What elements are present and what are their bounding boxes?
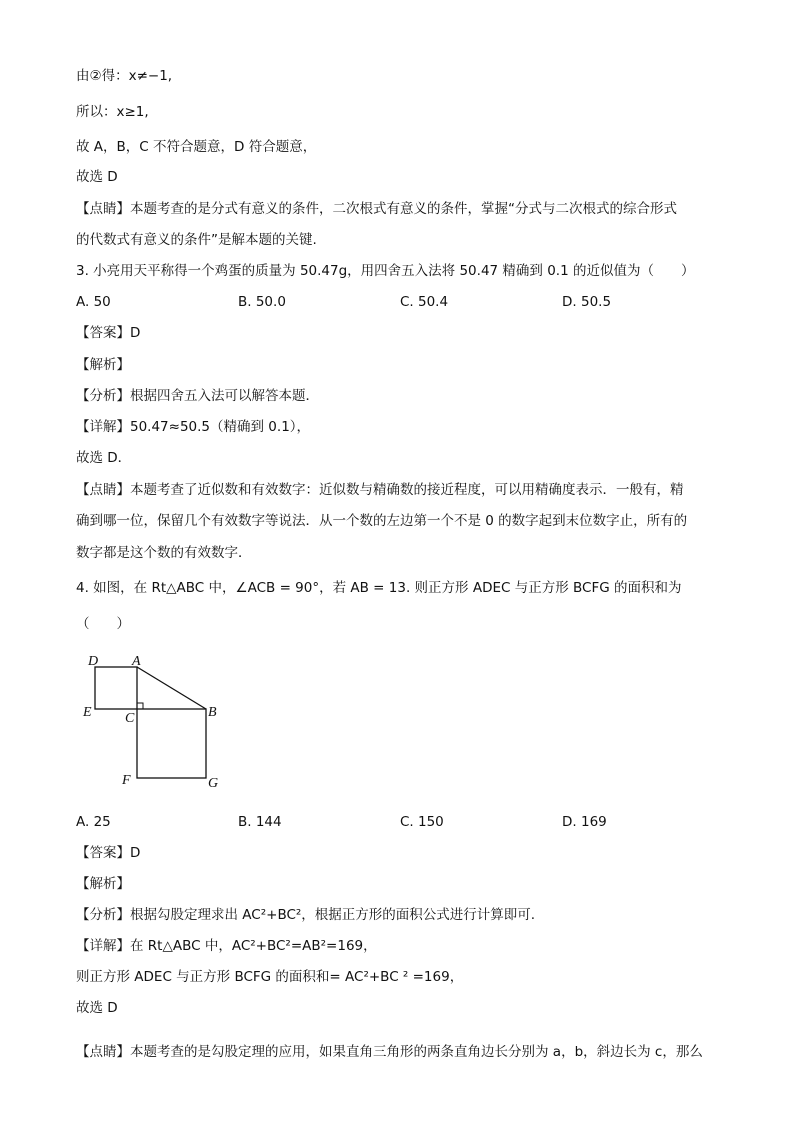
label-d: D (88, 654, 99, 669)
hypotenuse-ab (137, 667, 206, 709)
q4-option-b: B. 144 (238, 814, 282, 830)
text-line: 所以：x≥1, (76, 104, 149, 120)
right-angle-mark (137, 703, 143, 709)
q3-option-b: B. 50.0 (238, 294, 286, 310)
label-f: F (122, 773, 131, 788)
analysis-label: 【解析】 (76, 357, 130, 373)
text-line: 【分析】根据勾股定理求出 AC²+BC²，根据正方形的面积公式进行计算即可. (76, 907, 536, 923)
q3-option-d: D. 50.5 (562, 294, 612, 310)
square-bcfg (137, 709, 206, 778)
text-line: 【分析】根据四舍五入法可以解答本题． (76, 388, 319, 404)
text-line: 故 A，B，C 不符合题意，D 符合题意， (76, 139, 317, 155)
text-line: 故选 D (76, 169, 118, 185)
question-4-stem: 4. 如图，在 Rt△ABC 中，∠ACB = 90°，若 AB = 13. 则正方形 ADEC 与正方形 BCFG 的面积和为 (76, 580, 682, 596)
text-line: 由②得：x≠−1, (76, 68, 173, 84)
label-g: G (208, 776, 219, 791)
square-adec (95, 667, 137, 709)
commentary-line: 数字都是这个数的有效数字． (76, 545, 252, 561)
label-b: B (208, 705, 217, 720)
label-c: C (125, 711, 135, 726)
label-a: A (132, 654, 141, 669)
text-line: 【详解】50.47≈50.5（精确到 0.1）， (76, 419, 311, 435)
geometry-figure (80, 648, 230, 793)
q4-option-a: A. 25 (76, 814, 111, 830)
analysis-label: 【解析】 (76, 876, 130, 892)
commentary-line: 确到哪一位，保留几个有效数字等说法．从一个数的左边第一个不是 0 的数字起到末位数字止，所有的 (76, 513, 688, 529)
text-line: 则正方形 ADEC 与正方形 BCFG 的面积和= AC²+BC ² =169， (76, 969, 464, 985)
answer-label: 【答案】D (76, 325, 141, 341)
commentary-line: 的代数式有意义的条件”是解本题的关键. (76, 232, 317, 248)
q4-option-d: D. 169 (562, 814, 607, 830)
q3-option-a: A. 50 (76, 294, 111, 310)
commentary-line: 【点睛】本题考查了近似数和有效数字：近似数与精确数的接近程度，可以用精确度表示．一般有，精 (76, 482, 684, 498)
text-line: 故选 D (76, 1000, 118, 1016)
text-line: 【详解】在 Rt△ABC 中，AC²+BC²=AB²=169， (76, 938, 377, 954)
q4-option-c: C. 150 (400, 814, 444, 830)
commentary-line: 【点睛】本题考查的是分式有意义的条件，二次根式有意义的条件，掌握“分式与二次根式的综合形式 (76, 201, 677, 217)
question-3-stem: 3. 小亮用天平称得一个鸡蛋的质量为 50.47g，用四舍五入法将 50.47 精确到 0.1 的近似值为（ ） (76, 263, 695, 279)
label-e: E (83, 705, 92, 720)
answer-label: 【答案】D (76, 845, 141, 861)
text-line: 故选 D． (76, 450, 132, 466)
commentary-line: 【点睛】本题考查的是勾股定理的应用，如果直角三角形的两条直角边长分别为 a，b，斜边长为 c，那么 (76, 1044, 703, 1060)
q3-option-c: C. 50.4 (400, 294, 449, 310)
question-4-paren: （ ） (76, 616, 130, 632)
